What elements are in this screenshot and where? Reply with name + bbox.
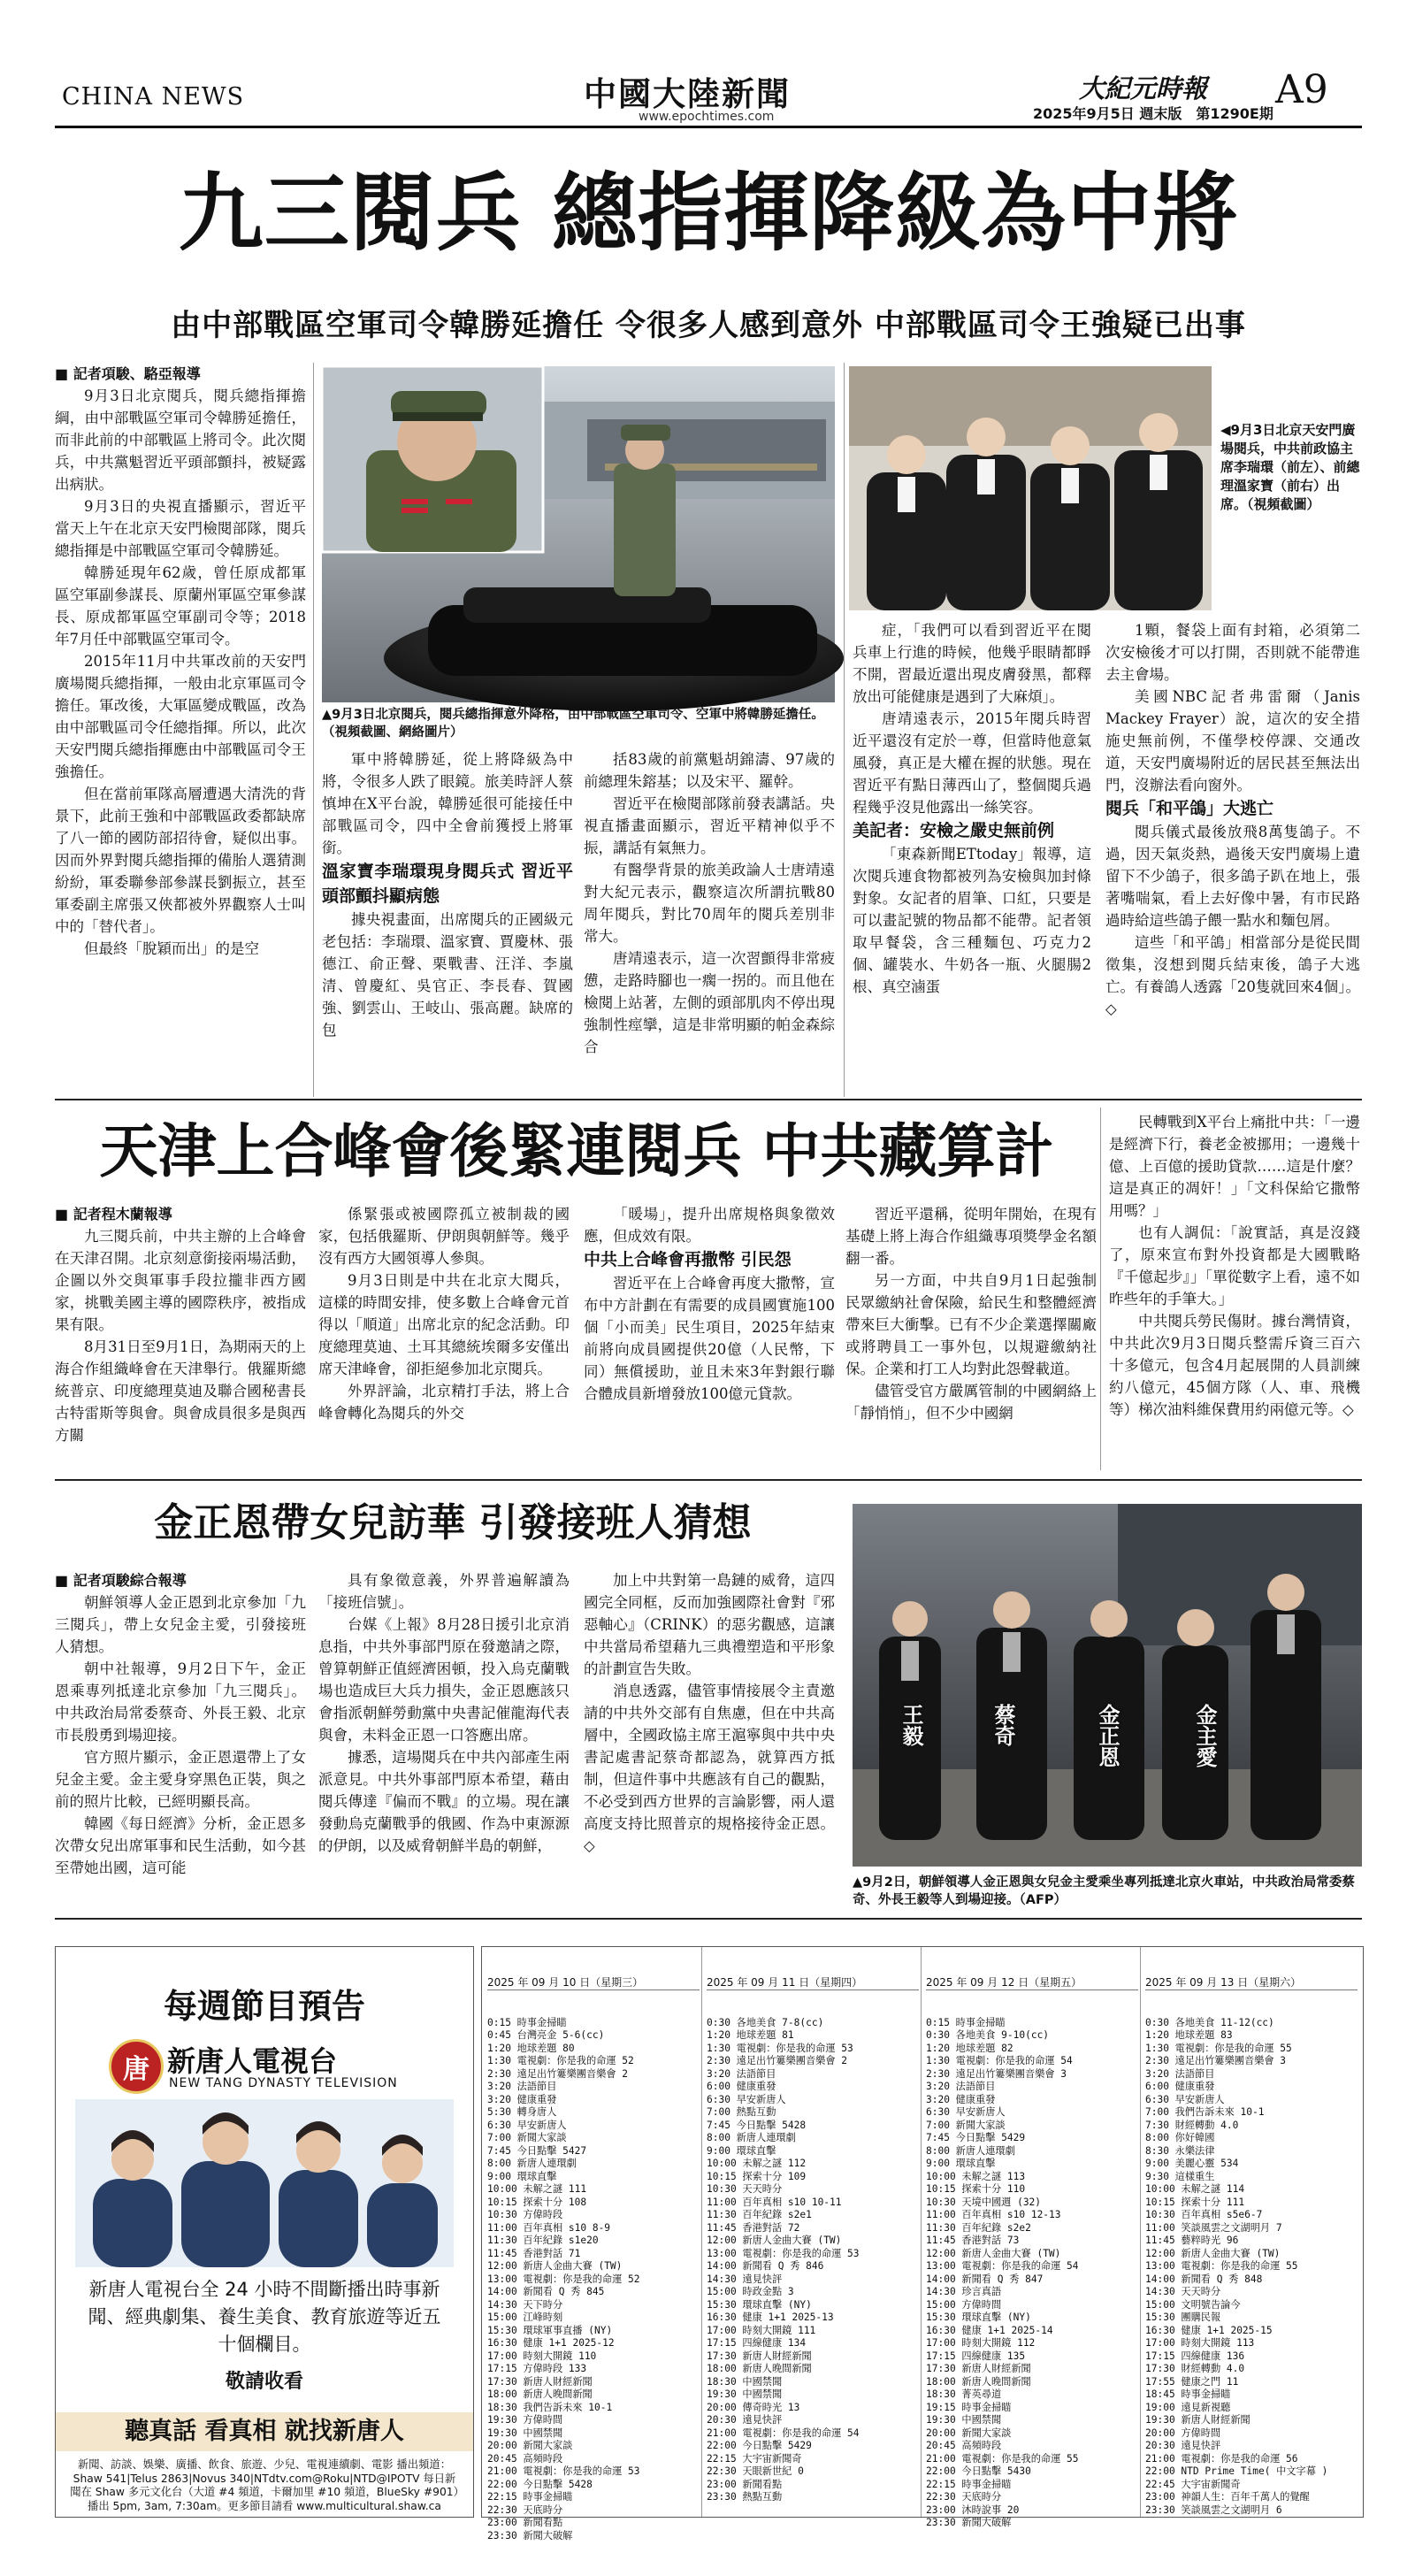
schedule-item: 9:30 這樣重生 — [1145, 2170, 1215, 2182]
photo-label: 王毅 — [899, 1704, 923, 1746]
schedule-list — [1145, 2017, 1358, 2518]
schedule-item: 7:00 新聞大家談 — [487, 2132, 567, 2143]
schedule-day-header: 2025 年 09 月 10 日（星期三） — [487, 1976, 700, 1990]
schedule-item: 11:45 香港對話 71 — [487, 2247, 581, 2259]
schedule-item: 2:30 遠足出竹簍樂團音樂會 2 — [707, 2055, 848, 2066]
schedule-item: 13:00 電視劇：你是我的命運 55 — [1145, 2260, 1298, 2272]
anchors-photo — [75, 2099, 454, 2267]
schedule-day-1 — [487, 1951, 700, 2542]
schedule-item: 0:15 時事金掃瞄 — [926, 2016, 1006, 2028]
schedule-item: 14:00 新聞看 Q 秀 848 — [1145, 2273, 1263, 2285]
schedule-day-header: 2025 年 09 月 12 日（星期五） — [926, 1976, 1138, 1990]
schedule-day-4 — [1145, 1951, 1358, 2516]
schedule-item: 20:30 遠見快評 — [707, 2414, 783, 2426]
schedule-item: 11:30 百年紀錄 s2e1 — [707, 2209, 812, 2220]
schedule-item: 22:30 天眼新世紀 0 — [707, 2465, 804, 2477]
paragraph: 台媒《上報》8月28日援引北京消息指，中共外事部門原在發邀請之際，曾算朝鮮正值經濟困頓，投入烏克蘭戰場也造成巨大兵力損失，金正恩應該只會指派朝鮮勞動黨中央書記催龍海代表與會，未料金正恩一口答應出席。 — [318, 1616, 570, 1744]
schedule-item: 9:00 美麗心靈 534 — [1145, 2158, 1239, 2169]
paragraph: 「暖場」，提升出席規格與象徵效應，但成效有限。 — [584, 1206, 835, 1245]
paragraph: 也有人調侃：「說實話，真是沒錢了，原來宣布對外投資都是大國戰略『千億起步』」「單從數字上看，遠不如昨些年的手筆大。」 — [1109, 1224, 1360, 1307]
schedule-item: 6:30 早安新唐人 — [926, 2106, 1006, 2118]
schedule-item: 1:30 電視劇：你是我的命運 54 — [926, 2055, 1073, 2066]
schedule-item: 2:30 遠足出竹簍樂團音樂會 2 — [487, 2067, 629, 2080]
schedule-item: 10:00 未解之謎 114 — [1145, 2183, 1245, 2195]
paragraph: 閱兵儀式最後放飛8萬隻鴿子。不過，因天氣炎熱，過後天安門廣場上遺留下不少鴿子，很多鴿子趴在地上，張著嘴喘氣，看上去好像中暑，有市民路過時給這些鴿子餵一點水和麵包屑。 — [1105, 824, 1360, 929]
paragraph: 據悉，這場閱兵在中共內部產生兩派意見。中共外事部門原本希望，藉由閱兵傳達『偏而不戰』的立場。現在讓發動烏克蘭戰爭的俄國、作為中東源源的伊朗，以及威脅朝鮮半島的朝鮮， — [318, 1749, 570, 1854]
photo-label: 金主愛 — [1192, 1704, 1217, 1767]
schedule-day-header: 2025 年 09 月 11 日（星期四） — [707, 1976, 919, 1990]
paragraph: 韓國《每日經濟》分析，金正恩多次帶女兒出席軍事和民生活動，如今甚至帶她出國，這可能 — [55, 1815, 306, 1876]
story3-headline: 金正恩帶女兒訪華 引發接班人猜想 — [154, 1500, 752, 1545]
story1-headline: 九三閱兵 總指揮降級為中將 — [178, 164, 1239, 263]
ad-slogan-bar — [56, 2412, 473, 2451]
column-divider — [701, 1947, 702, 2517]
kim-arrival-photo — [853, 1504, 1362, 1867]
photo-label: 金正恩 — [1095, 1704, 1120, 1767]
schedule-item: 10:30 百年真相 s5e6-7 — [1145, 2209, 1263, 2220]
section-en: CHINA NEWS — [62, 83, 245, 111]
paragraph: 唐靖遠表示，2015年閱兵時習近平還沒有定於一尊，但當時他意氣風發，真正是大權在握的狀態。現在習近平有點日薄西山了，整個閱兵過程幾乎沒見他露出一絲笑容。 — [853, 710, 1091, 816]
story1-col4 — [853, 619, 1091, 1088]
schedule-item: 1:30 電視劇：你是我的命運 52 — [487, 2055, 634, 2066]
schedule-item: 8:00 你好韓國 — [1145, 2132, 1215, 2143]
byline: ■ 記者程木蘭報導 — [55, 1206, 172, 1223]
column-divider — [1100, 1108, 1101, 1470]
paragraph: 民轉戰到X平台上痛批中共：「一邊是經濟下行，養老金被挪用；一邊幾十億、上百億的援助貸款……這是什麼？這是真正的凋奸！」「文科保給它撒幣用嗎？」 — [1109, 1114, 1360, 1219]
schedule-item: 15:00 方偉時間 — [926, 2298, 1002, 2311]
paragraph: 中共閱兵勞民傷財。據台灣情資，中共此次9月3日閱兵整需斥資三百六十多億元，包含4月起展開的人員訓練約八億元，45個方隊（人、車、飛機等）梯次油料維保費用約兩億元等。◇ — [1109, 1313, 1360, 1418]
paragraph: 「東森新聞ETtoday」報導，這次閱兵連食物都被列為安檢與加封條對象。女記者的眉筆、口紅，只要是可以畫記號的物品都不能帶。記者領取早餐袋，含三種麵包、巧克力2個、罐裝水、牛奶各一瓶、火腿腸2根、真空滷蛋 — [853, 846, 1091, 995]
schedule-item: 22:00 NTD Prime Time( 中文字幕 ) — [1145, 2465, 1328, 2477]
column-divider — [921, 1947, 922, 2517]
paragraph: 這些「和平鴿」相當部分是從民間徵集，沒想到閱兵結束後，鴿子大逃亡。有養鴿人透露「20隻就回來4個」。◇ — [1105, 934, 1360, 1017]
subhead: 閱兵「和平鴿」大逃亡 — [1105, 799, 1274, 818]
paragraph: 美國NBC記者弗雷爾（Janis Mackey Frayer）說，這次的安全措施史無前例，不僅學校停課、交通改道，天安門廣場附近的居民甚至無法出門，沒辦法看向窗外。 — [1105, 688, 1360, 794]
website[interactable]: www.epochtimes.com — [639, 110, 775, 124]
schedule-item: 10:30 天天時分 — [707, 2183, 783, 2195]
paragraph: 係緊張或被國際孤立被制裁的國家，包括俄羅斯、伊朗與朝鮮等。幾乎沒有西方大國領導人參與。 — [318, 1206, 570, 1267]
schedule-item: 22:15 時事金掃瞄 — [487, 2491, 573, 2503]
story1-col1 — [55, 363, 306, 1088]
schedule-item: 21:00 電視劇：你是我的命運 55 — [926, 2452, 1079, 2465]
ad-blurb: 新唐人電視台全 24 小時不間斷播出時事新聞、經典劇集、養生美食、教育旅遊等近五十個欄目。 — [88, 2279, 441, 2355]
schedule-item: 1:30 電視劇：你是我的命運 55 — [1145, 2042, 1292, 2054]
parade-commander-photo — [322, 366, 835, 702]
schedule-item: 10:15 探索十分 109 — [707, 2170, 807, 2182]
schedule-item: 22:00 今日點擊 5430 — [926, 2465, 1031, 2477]
schedule-item: 21:00 電視劇：你是我的命運 53 — [487, 2465, 640, 2477]
schedule-item: 10:00 未解之謎 111 — [487, 2183, 587, 2195]
ntd-logo — [109, 2039, 164, 2094]
schedule-item: 17:00 時刻大開鏡 111 — [707, 2324, 816, 2336]
story3-col3 — [584, 1569, 835, 1914]
tv-schedule — [481, 1946, 1364, 2542]
schedule-item: 22:00 今日點擊 5428 — [487, 2478, 593, 2490]
story2-headline: 天津上合峰會後緊連閱兵 中共藏算計 — [99, 1117, 1054, 1185]
schedule-item: 19:15 時事金掃瞄 — [926, 2401, 1012, 2413]
story1-subhead: 由中部戰區空軍司令韓勝延擔任 令很多人感到意外 中部戰區司令王強疑已出事 — [171, 308, 1246, 343]
paper-name: 大紀元時報 — [1079, 73, 1208, 104]
paragraph: 具有象徵意義，外界普遍解讀為「接班信號」。 — [318, 1572, 570, 1611]
paragraph: 朝中社報導，9月2日下午，金正恩乘專列抵達北京參加「九三閱兵」。中共政治局常委蔡奇、外長王毅、北京市長殷勇到場迎接。 — [55, 1660, 306, 1744]
schedule-item: 14:30 天下時分 — [487, 2298, 563, 2311]
schedule-item: 11:30 百年紀錄 s2e2 — [926, 2221, 1031, 2234]
schedule-item: 2:30 遠足出竹簍樂團音樂會 3 — [1145, 2055, 1287, 2066]
story2-col5 — [1109, 1111, 1360, 1468]
paragraph: 有醫學背景的旅美政論人士唐靖遠對大紀元表示，觀察這次所謂抗戰80周年閱兵，對比70周年的閱兵差別非常大。 — [584, 862, 835, 945]
schedule-item: 11:00 百年真相 s10 8-9 — [487, 2221, 611, 2234]
schedule-item: 7:45 今日點擊 5429 — [926, 2132, 1026, 2143]
logo-glyph: 唐 — [123, 2054, 149, 2085]
schedule-item: 10:30 方偉時段 — [487, 2209, 563, 2220]
schedule-item: 23:00 神韻人生：百年千萬人的覺醒 — [1145, 2491, 1310, 2503]
schedule-item: 18:30 中國禁聞 — [707, 2375, 783, 2388]
byline: ■ 記者項駿、駱亞報導 — [55, 365, 201, 382]
schedule-item: 17:30 新唐人財經新聞 — [707, 2350, 812, 2362]
schedule-item: 17:15 四線健康 134 — [707, 2337, 807, 2349]
column-divider — [313, 363, 314, 1097]
paragraph: 韓勝延現年62歲，曾任原成都軍區空軍副參謀長、原蘭州軍區空軍參謀長、原成都軍區空軍副司令等；2018年7月任中部戰區空軍司令。 — [55, 564, 306, 648]
byline: ■ 記者項駿綜合報導 — [55, 1572, 187, 1589]
ad-brand-en: NEW TANG DYNASTY TELEVISION — [169, 2076, 398, 2090]
page-number: A9 — [1275, 67, 1328, 112]
schedule-item: 8:00 新唐人連環劇 — [487, 2158, 577, 2169]
leaders-photo-caption: ◀9月3日北京天安門廣場閱兵，中共前政協主席李瑞環（前左）、前總理溫家寶（前右）出席。（視頻截圖） — [1220, 422, 1360, 512]
schedule-item: 22:30 天底時分 — [487, 2503, 563, 2516]
photo-caption: ▲9月2日，朝鮮領導人金正恩與女兒金主愛乘坐專列抵達北京火車站，中共政治局常委蔡奇、外長王毅等人到場迎接。（AFP） — [853, 1875, 1355, 1907]
masthead-rule — [55, 126, 1362, 128]
schedule-day-3 — [926, 1951, 1138, 2528]
story3-col2 — [318, 1569, 570, 1914]
schedule-item: 23:30 笑談風雲之文湖明月 6 — [1145, 2503, 1282, 2516]
section-rule — [55, 1918, 1362, 1920]
paragraph: 朝鮮領導人金正恩到北京參加「九三閱兵」，帶上女兒金主愛，引發接班人猜想。 — [55, 1594, 306, 1655]
section-rule — [55, 1099, 1362, 1100]
schedule-item: 6:30 早安新唐人 — [1145, 2093, 1225, 2105]
schedule-item: 1:30 電視劇：你是我的命運 53 — [707, 2042, 853, 2054]
schedule-item: 20:00 新聞大家談 — [926, 2426, 1012, 2439]
schedule-item: 15:30 環球直擊 (NY) — [707, 2298, 812, 2311]
schedule-item: 3:20 法語節目 — [707, 2067, 776, 2080]
schedule-item: 15:30 環球直擊 (NY) — [926, 2312, 1031, 2323]
schedule-item: 0:30 各地美食 9-10(cc) — [926, 2029, 1050, 2041]
schedule-item: 11:45 藝粹時光 96 — [1145, 2235, 1239, 2246]
schedule-item: 0:45 台灣亮金 5-6(cc) — [487, 2029, 605, 2041]
schedule-item: 14:30 天天時分 — [1145, 2286, 1221, 2297]
schedule-item: 0:15 時事金掃瞄 — [487, 2016, 567, 2028]
schedule-item: 3:20 健康重發 — [487, 2093, 557, 2105]
schedule-item: 16:30 健康 1+1 2025-13 — [707, 2312, 834, 2323]
schedule-item: 11:30 百年紀錄 s1e20 — [487, 2235, 599, 2246]
paragraph: 習近平還稱，從明年開始，在現有基礎上將上海合作組織專項獎學金名額翻一番。 — [845, 1206, 1097, 1267]
schedule-item: 17:30 新唐人財經新聞 — [926, 2363, 1031, 2374]
schedule-item: 21:00 電視劇：你是我的命運 54 — [707, 2426, 860, 2439]
schedule-item: 14:00 新聞看 Q 秀 846 — [707, 2260, 824, 2272]
schedule-item: 3:20 法語節目 — [926, 2081, 996, 2092]
paragraph: 官方照片顯示，金正恩還帶上了女兒金主愛。金主愛身穿黑色正裝，與之前的照片比較，已經明顯長高。 — [55, 1749, 306, 1810]
photo-label: 蔡奇 — [990, 1704, 1015, 1746]
schedule-item: 14:00 新聞看 Q 秀 847 — [926, 2273, 1044, 2285]
schedule-item: 19:30 中國禁聞 — [487, 2426, 563, 2439]
schedule-item: 3:20 健康重發 — [926, 2093, 996, 2105]
paragraph: 但最終「脫穎而出」的是空 — [84, 940, 259, 957]
story2-col2 — [318, 1203, 570, 1468]
column-divider — [844, 363, 845, 1097]
schedule-item: 8:00 新唐人連環劇 — [926, 2144, 1015, 2157]
paragraph: 儘管受官方嚴厲管制的中國網絡上「靜悄悄」，但不少中國網 — [845, 1383, 1097, 1422]
paragraph: 9月3日北京閱兵，閱兵總指揮擔綱，由中部戰區空軍司令韓勝延擔任，而非此前的中部戰區上將司令。此次閱兵，中共黨魁習近平頭部顫抖，被疑露出病狀。 — [55, 387, 306, 493]
schedule-item: 23:30 熱點互動 — [707, 2491, 783, 2503]
schedule-item: 21:00 電視劇：你是我的命運 56 — [1145, 2452, 1298, 2465]
paragraph: 9月3日的央視直播顯示，習近平當天上午在北京天安門檢閱部隊，閱兵總指揮是中部戰區空軍司令韓勝延。 — [55, 498, 306, 559]
paragraph: 外界評論，北京精打手法，將上合峰會轉化為閱兵的外交 — [318, 1383, 570, 1422]
schedule-item: 10:15 探索十分 110 — [926, 2183, 1026, 2195]
schedule-item: 7:30 財經轉動 4.0 — [1145, 2119, 1239, 2131]
schedule-item: 23:30 新聞大破解 — [487, 2529, 573, 2542]
schedule-day-header: 2025 年 09 月 13 日（星期六） — [1145, 1976, 1358, 1990]
schedule-item: 7:00 熱點互動 — [707, 2106, 776, 2118]
schedule-item: 2:30 遠足出竹簍樂團音樂會 3 — [926, 2067, 1067, 2080]
story3-col1 — [55, 1569, 306, 1914]
schedule-item: 14:00 新聞看 Q 秀 845 — [487, 2286, 605, 2297]
schedule-item: 11:45 香港對話 73 — [926, 2235, 1020, 2246]
paragraph: 習近平在檢閱部隊前發表講話。央視直播畫面顯示，習近平精神似乎不振，講話有氣無力。 — [584, 795, 835, 856]
paragraph: 加上中共對第一島鏈的威脅，這四國完全同框，反而加強國際社會對『邪惡軸心』（CRINK）的惡劣觀感，這讓中共當局希望藉九三典禮塑造和平形象的計劃宣告失敗。 — [584, 1572, 835, 1677]
leaders-photo — [849, 366, 1212, 610]
schedule-item: 6:00 健康重發 — [1145, 2081, 1215, 2092]
schedule-item: 12:00 新唐人金曲大賽 (TW) — [926, 2247, 1061, 2259]
schedule-item: 16:30 健康 1+1 2025-12 — [487, 2337, 615, 2349]
schedule-item: 15:30 團購民報 — [1145, 2312, 1221, 2323]
schedule-item: 9:00 環球直擊 — [707, 2144, 776, 2157]
date-line: 2025年9月5日 週末版 第1290E期 — [1033, 105, 1274, 122]
schedule-item: 18:00 新唐人晚間新聞 — [926, 2375, 1031, 2388]
schedule-item: 20:45 高頻時段 — [926, 2440, 1002, 2451]
schedule-item: 16:30 健康 1+1 2025-15 — [1145, 2324, 1273, 2336]
schedule-item: 17:00 時刻大開鏡 112 — [926, 2337, 1036, 2349]
schedule-item: 17:30 財經轉動 4.0 — [1145, 2363, 1245, 2374]
schedule-item: 3:20 法語節目 — [1145, 2067, 1215, 2080]
schedule-item: 0:30 各地美食 7-8(cc) — [707, 2016, 824, 2028]
schedule-item: 11:00 百年真相 s10 10-11 — [707, 2196, 842, 2208]
schedule-item: 23:00 沐時說事 20 — [926, 2503, 1020, 2516]
schedule-item: 11:00 百年真相 s10 12-13 — [926, 2209, 1061, 2220]
paragraph: 症，「我們可以看到習近平在閱兵車上行進的時候，他幾乎眼睛都睜不開，習最近還出現皮膚發黑，都釋放出可能健康是遇到了大麻煩」。 — [853, 622, 1091, 705]
schedule-item: 18:30 我們告訴未來 10-1 — [487, 2401, 613, 2413]
subhead: 美記者：安檢之嚴史無前例 — [853, 821, 1055, 840]
schedule-item: 18:00 新唐人晚間新聞 — [707, 2363, 812, 2374]
schedule-item: 15:00 時政金點 3 — [707, 2286, 794, 2297]
paragraph: 唐靖遠表示，這一次習顫得非常疲憊，走路時腳也一瘸一拐的。而且他在檢閱上站著，左側的頭部肌肉不停出現強制性痙攣，這是非常明顯的帕金森綜合 — [584, 950, 835, 1055]
paragraph: 2015年11月中共軍改前的天安門廣場閱兵總指揮，一般由北京軍區司令擔任。軍改後，大軍區變成戰區，改為由中部戰區司令任總指揮。所以，此次天安門閱兵總指揮應由中部戰區司令王強擔任。 — [55, 653, 306, 780]
schedule-list — [926, 2017, 1138, 2530]
schedule-item: 19:30 中國禁聞 — [707, 2388, 783, 2400]
schedule-item: 7:45 今日點擊 5428 — [707, 2119, 807, 2131]
ad-footer[interactable]: 新聞、訪談、娛樂、廣播、飲食、旅遊、少兒、電視連續劇、電影 播出頻道：Shaw 541|Telus 2863|Novus 340|NTdtv.com@Roku|NTD@IPOTV 每日新聞在 Shaw 多元文化台（大道 #4 頻道，卡爾加里 #10 頻道，BlueSky #901）播出 5pm, 3am, 7:30am。更多節目請看 www.multicultural.shaw.ca — [70, 2458, 459, 2512]
schedule-item: 1:20 地球差題 81 — [707, 2029, 794, 2041]
schedule-item: 10:30 天境中國週 (32) — [926, 2196, 1042, 2208]
tv-ad-panel — [55, 1946, 474, 2518]
schedule-item: 7:45 今日點擊 5427 — [487, 2144, 587, 2157]
paragraph: 1顆，餐袋上面有封箱，必須第二次安檢後才可以打開，否則就不能帶進去主會場。 — [1105, 622, 1360, 683]
paragraph: 習近平在上合峰會再度大撒幣，宣布中方計劃在有需要的成員國實施100個「小而美」民生項目，2025年結束前將向成員國提供20億（人民幣，下同）無償援助，並且未來3年對銀行聯合體成員新增發放100億元貸款。 — [584, 1275, 835, 1402]
paragraph: 括83歲的前黨魁胡錦濤、97歲的前總理朱鎔基；以及宋平、羅幹。 — [584, 751, 835, 790]
schedule-item: 1:20 地球差題 82 — [926, 2042, 1013, 2054]
paragraph: 九三閱兵前，中共主辦的上合峰會在天津召開。北京刻意銜接兩場活動，企圖以外交與軍事手段拉攏非西方國家，挑戰美國主導的國際秩序，被指成果有限。 — [55, 1228, 306, 1333]
story1-col5 — [1105, 619, 1360, 1088]
schedule-item: 19:30 新唐人財經新聞 — [1145, 2414, 1251, 2426]
schedule-item: 10:00 未解之謎 113 — [926, 2170, 1026, 2182]
ad-welcome: 敬請收看 — [225, 2371, 303, 2393]
paragraph: 據央視畫面，出席閱兵的正國級元老包括：李瑞環、溫家寶、賈慶林、張德江、俞正聲、栗戰書、汪洋、李嵐清、曾慶紅、吳官正、李長春、賀國強、劉雲山、王岐山、張高麗。缺席的包 — [322, 911, 573, 1039]
schedule-item: 10:15 探索十分 108 — [487, 2196, 587, 2208]
schedule-item: 23:00 新聞看點 — [487, 2517, 563, 2528]
schedule-item: 22:15 大宇宙新聞奇 — [707, 2452, 802, 2465]
schedule-item: 18:00 新唐人晚間新聞 — [487, 2388, 593, 2400]
ad-slogan: 聽真話 看真相 就找新唐人 — [125, 2418, 404, 2445]
schedule-item: 17:15 四線健康 136 — [1145, 2350, 1245, 2362]
schedule-item: 17:00 時刻大開鏡 113 — [1145, 2337, 1255, 2349]
schedule-item: 17:15 四線健康 135 — [926, 2350, 1026, 2362]
schedule-item: 23:00 新聞看點 — [707, 2478, 783, 2490]
schedule-item: 0:30 各地美食 11-12(cc) — [1145, 2016, 1274, 2028]
schedule-item: 23:30 新聞大破解 — [926, 2517, 1012, 2528]
schedule-item: 17:15 方偉時段 133 — [487, 2363, 587, 2374]
schedule-item: 12:00 新唐人金曲大賽 (TW) — [707, 2235, 842, 2246]
schedule-item: 12:00 新唐人金曲大賽 (TW) — [1145, 2247, 1281, 2259]
schedule-item: 7:00 我們告訴未來 10-1 — [1145, 2106, 1265, 2118]
schedule-item: 6:30 早安新唐人 — [707, 2093, 786, 2105]
schedule-item: 19:30 中國禁聞 — [926, 2414, 1002, 2426]
paragraph: 消息透露，儘管事情接展令主責邀請的中共外交部有自焦慮，但在中共高層中，全國政協主席王滬寧與中共中央書記處書記蔡奇都認為，就算西方抵制，但這件事中共應該有自己的觀點，不必受到西方世界的言論影響，兩人還高度支持比照普京的規格接待金正恩。◇ — [584, 1683, 835, 1854]
schedule-item: 9:00 環球直擊 — [487, 2170, 557, 2182]
subhead: 溫家寶李瑞環現身閱兵式 習近平頭部顫抖顯病態 — [322, 862, 573, 906]
schedule-item: 11:45 香港對話 72 — [707, 2221, 800, 2234]
schedule-item: 7:00 新聞大家談 — [926, 2119, 1006, 2131]
paragraph: 但在當前軍隊高層遭遇大清洗的背景下，此前王強和中部戰區政委都缺席了八一節的國防部招待會，疑似出事。因而外界對閱兵總指揮的備胎人選猜測紛紛，軍委聯參部參謀長劉振立，甚至軍委副主席張又俠都被外界觀察人士叫中的「替代者」。 — [55, 786, 306, 935]
schedule-item: 13:00 電視劇：你是我的命運 53 — [707, 2247, 860, 2259]
schedule-item: 22:30 天底時分 — [926, 2491, 1002, 2503]
schedule-item: 14:30 遠見快評 — [707, 2273, 783, 2285]
section-rule — [55, 1479, 1362, 1481]
schedule-item: 18:30 菁英尋道 — [926, 2388, 1002, 2400]
story2-col3 — [584, 1203, 835, 1468]
schedule-list — [487, 2017, 700, 2543]
schedule-item: 11:00 笑談風雲之文湖明月 7 — [1145, 2221, 1282, 2234]
schedule-item: 17:00 時刻大開鏡 110 — [487, 2350, 597, 2362]
column-divider — [1140, 1947, 1141, 2517]
schedule-item: 22:00 今日點擊 5429 — [707, 2440, 812, 2451]
schedule-item: 15:30 環球軍事直播 (NY) — [487, 2324, 613, 2336]
subhead: 中共上合峰會再撒幣 引民怨 — [584, 1250, 792, 1269]
schedule-item: 15:00 文明號告論今 — [1145, 2298, 1241, 2311]
schedule-item: 8:30 永樂法律 — [1145, 2144, 1215, 2157]
photo-caption: ▲9月3日北京閱兵，閱兵總指揮意外降格，由中部戰區空軍司令、空軍中將韓勝延擔任。（視頻截圖、網絡圖片） — [322, 708, 824, 740]
schedule-item: 9:00 環球直擊 — [926, 2158, 996, 2169]
schedule-item: 6:30 早安新唐人 — [487, 2119, 567, 2131]
schedule-item: 20:30 遠見快評 — [1145, 2440, 1221, 2451]
schedule-item: 17:30 新唐人財經新聞 — [487, 2375, 593, 2388]
section-zh: 中國大陸新聞 — [584, 74, 791, 113]
story1-col2 — [322, 748, 573, 1088]
schedule-item: 1:20 地球差題 80 — [487, 2042, 575, 2054]
ad-title: 每週節目預告 — [163, 1987, 365, 2026]
schedule-item: 13:00 電視劇：你是我的命運 52 — [487, 2273, 640, 2285]
schedule-item: 10:00 未解之謎 112 — [707, 2158, 807, 2169]
schedule-item: 1:20 地球差題 83 — [1145, 2029, 1233, 2041]
schedule-item: 22:45 大宇宙新聞奇 — [1145, 2478, 1241, 2490]
schedule-item: 15:00 江峰時刻 — [487, 2312, 563, 2323]
schedule-item: 16:30 健康 1+1 2025-14 — [926, 2324, 1053, 2336]
paragraph: 另一方面，中共自9月1日起強制民眾繳納社會保險，給民生和整體經濟帶來巨大衝擊。已有不少企業選擇關廠或將聘員工一事外包，以規避繳納社保。企業和打工人均對此怨聲載道。 — [845, 1272, 1097, 1377]
story2-col4 — [845, 1203, 1097, 1468]
story1-col3 — [584, 748, 835, 1088]
schedule-item: 19:00 遠見新視聽 — [1145, 2401, 1231, 2413]
masthead — [62, 62, 1353, 124]
schedule-item: 12:00 新唐人金曲大賽 (TW) — [487, 2260, 623, 2272]
schedule-item: 20:00 傳奇時光 13 — [707, 2401, 800, 2413]
schedule-item: 10:15 探索十分 111 — [1145, 2196, 1245, 2208]
paragraph: 8月31日至9月1日，為期兩天的上海合作組織峰會在天津舉行。俄羅斯總統普京、印度總理莫迪及聯合國秘書長古特雷斯等與會。與會成員很多是與西方關 — [55, 1338, 306, 1444]
schedule-item: 19:30 方偉時間 — [487, 2414, 563, 2426]
schedule-item: 14:30 珍言真語 — [926, 2286, 1002, 2297]
schedule-item: 3:20 法語節目 — [487, 2081, 557, 2092]
schedule-item: 20:00 新聞大家談 — [487, 2440, 573, 2451]
schedule-item: 20:00 方偉時間 — [1145, 2426, 1221, 2439]
schedule-item: 20:45 高頻時段 — [487, 2452, 563, 2465]
paragraph: 9月3日則是中共在北京大閱兵，這樣的時間安排，使多數上合峰會元首得以「順道」出席北京的紀念活動。印度總理莫迪、土耳其總統埃爾多安僅出席天津峰會，卻拒絕參加北京閱兵。 — [318, 1272, 570, 1377]
schedule-item: 22:15 時事金掃瞄 — [926, 2478, 1012, 2490]
schedule-item: 13:00 電視劇：你是我的命運 54 — [926, 2260, 1079, 2272]
schedule-item: 18:45 時事金掃瞄 — [1145, 2388, 1231, 2400]
schedule-list — [707, 2017, 919, 2504]
story2-col1 — [55, 1203, 306, 1468]
schedule-item: 17:55 健康之門 11 — [1145, 2375, 1239, 2388]
schedule-day-2 — [707, 1951, 919, 2513]
paragraph: 軍中將韓勝延，從上將降級為中將，令很多人跌了眼鏡。旅美時評人蔡慎坤在X平台說，韓勝延很可能接任中部戰區司令，四中全會前獲授上將軍銜。 — [322, 751, 573, 856]
ad-brand-zh: 新唐人電視台 — [167, 2044, 338, 2078]
schedule-item: 6:00 健康重發 — [707, 2081, 776, 2092]
schedule-item: 5:30 轉身唐人 — [487, 2106, 557, 2118]
schedule-item: 8:00 新唐人連環劇 — [707, 2132, 796, 2143]
